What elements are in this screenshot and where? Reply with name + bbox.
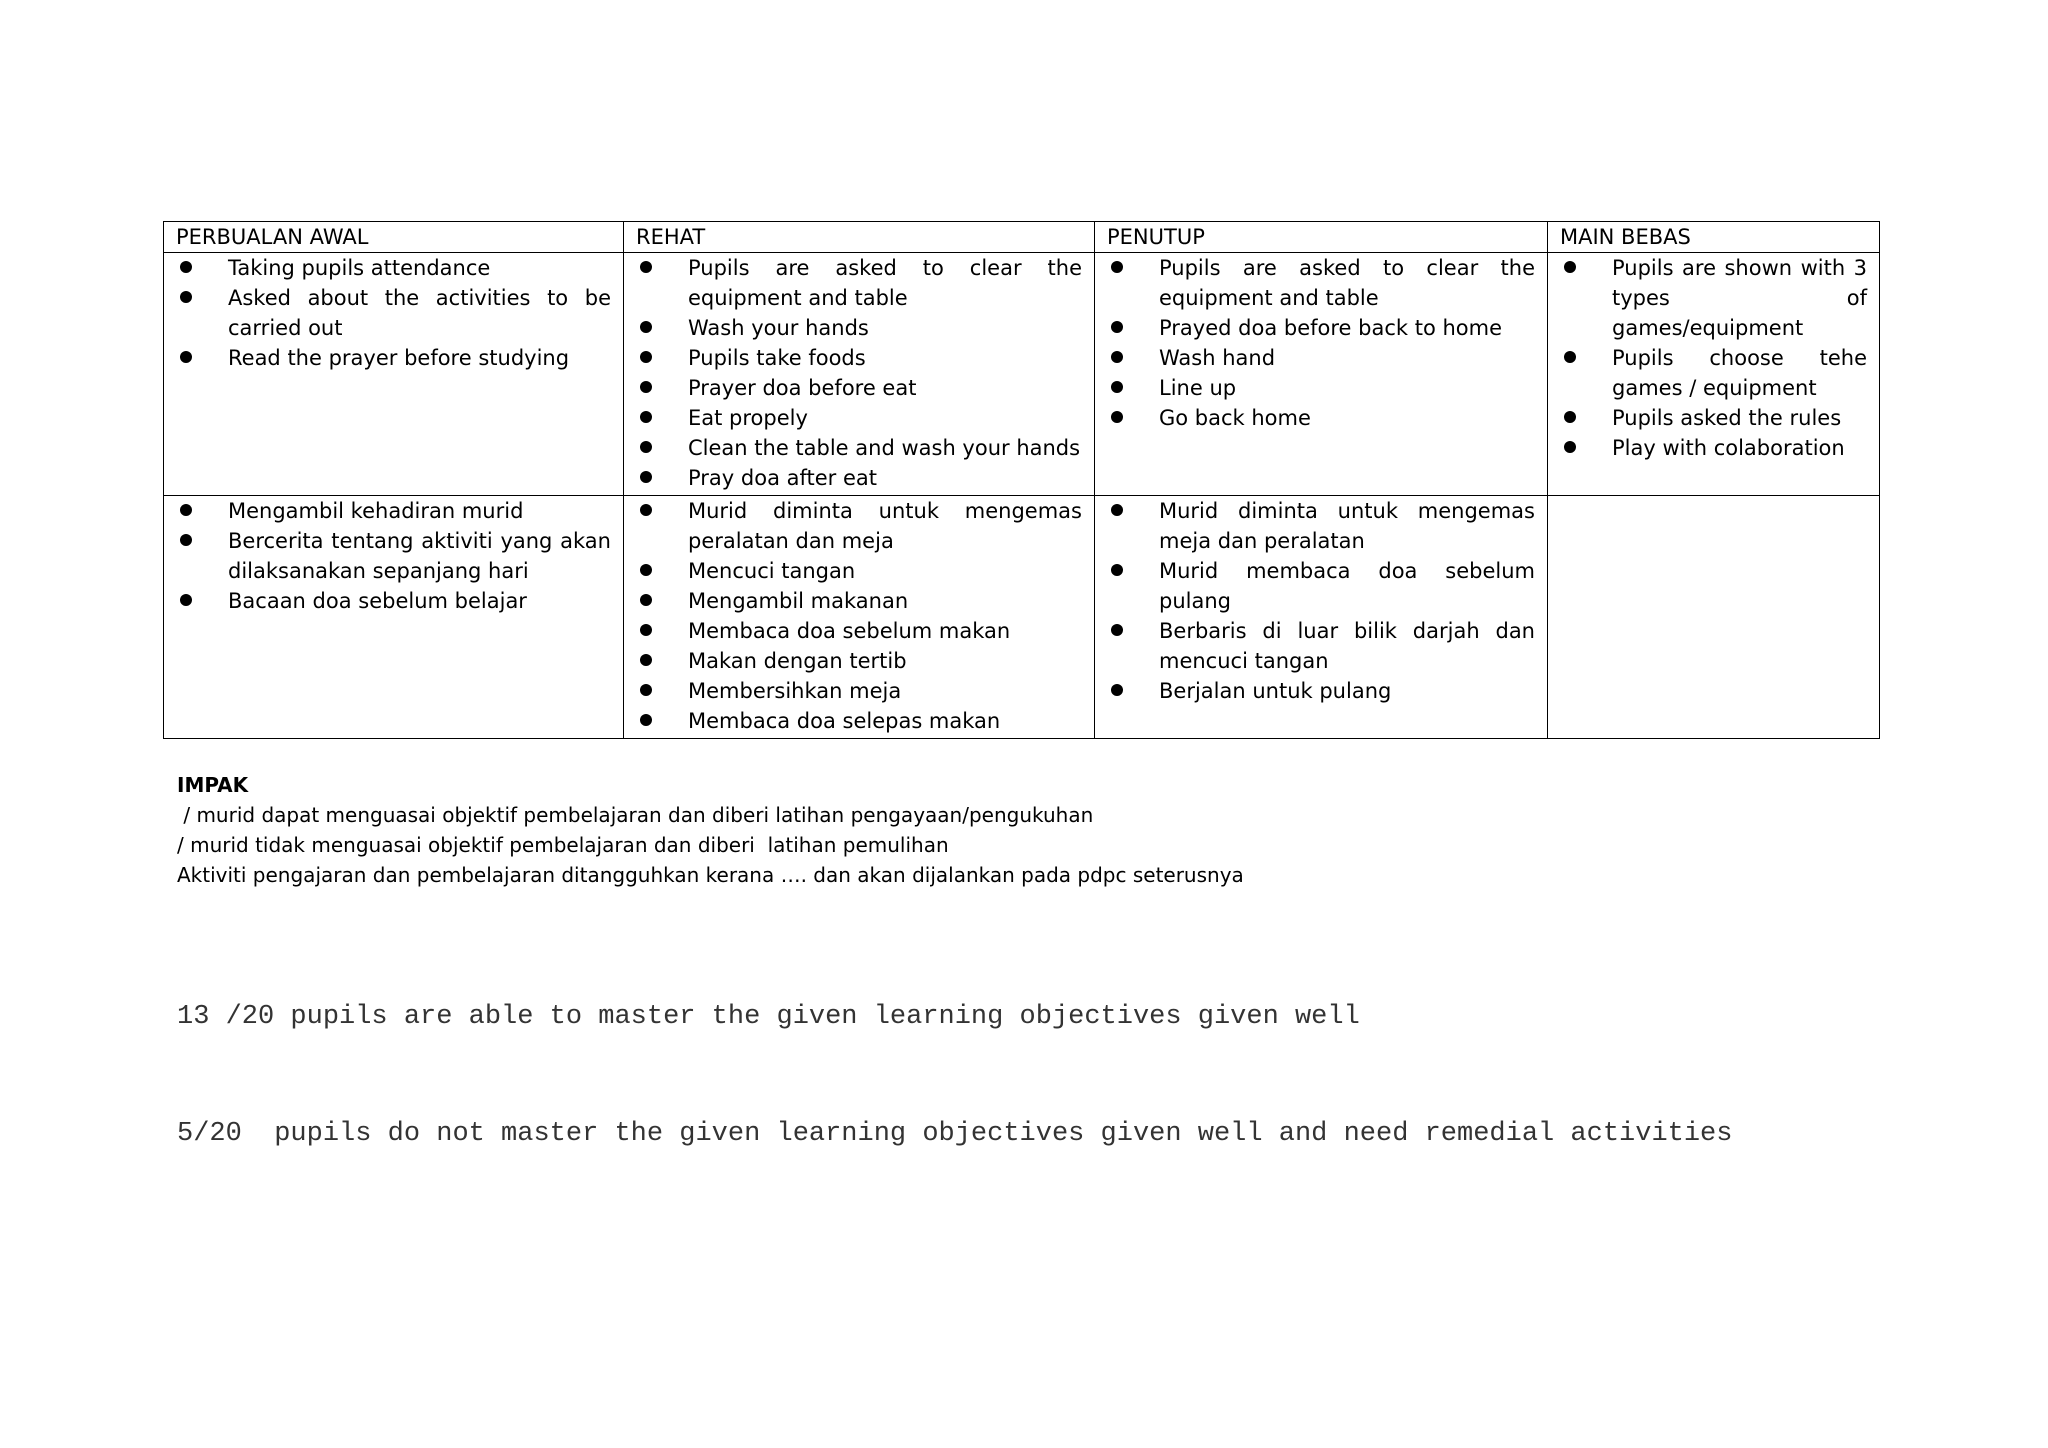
impact-heading: IMPAK (177, 773, 249, 797)
list-item: Read the prayer before studying (176, 343, 611, 373)
impact-section (177, 770, 1244, 890)
bullet-list (176, 253, 611, 373)
list-item: Line up (1107, 373, 1535, 403)
table-row-english (164, 253, 1880, 496)
list-item: Play with colaboration (1560, 433, 1867, 463)
list-item: Pupils are asked to clear the equipment and table (1107, 253, 1535, 313)
list-item: Mengambil makanan (636, 586, 1082, 616)
bullet-list (1107, 253, 1535, 433)
list-item: Asked about the activities to be carried out (176, 283, 611, 343)
list-item: Mencuci tangan (636, 556, 1082, 586)
header-perbualan-awal: PERBUALAN AWAL (164, 222, 624, 253)
impact-line-mastered: / murid dapat menguasai objektif pembelajaran dan diberi latihan pengayaan/pengukuhan (177, 803, 1094, 827)
bullet-list (1560, 253, 1867, 463)
bullet-list (636, 253, 1082, 493)
cell-ms-rehat (624, 496, 1095, 739)
list-item: Murid diminta untuk mengemas meja dan peralatan (1107, 496, 1535, 556)
list-item: Clean the table and wash your hands (636, 433, 1082, 463)
bullet-list (1107, 496, 1535, 706)
list-item: Membaca doa selepas makan (636, 706, 1082, 736)
results-section (177, 920, 1732, 1232)
list-item: Berbaris di luar bilik darjah dan mencuci tangan (1107, 616, 1535, 676)
bullet-list (176, 496, 611, 616)
list-item: Pray doa after eat (636, 463, 1082, 493)
list-item: Wash your hands (636, 313, 1082, 343)
bullet-list (636, 496, 1082, 736)
cell-ms-penutup (1095, 496, 1548, 739)
header-rehat: REHAT (624, 222, 1095, 253)
impact-line-postponed: Aktiviti pengajaran dan pembelajaran ditangguhkan kerana …. dan akan dijalankan pada pdpc seterusnya (177, 863, 1244, 887)
list-item: Bercerita tentang aktiviti yang akan dilaksanakan sepanjang hari (176, 526, 611, 586)
list-item: Berjalan untuk pulang (1107, 676, 1535, 706)
list-item: Bacaan doa sebelum belajar (176, 586, 611, 616)
result-line-mastered: 13 /20 pupils are able to master the given learning objectives given well (177, 1002, 1360, 1032)
cell-en-penutup (1095, 253, 1548, 496)
table-row-malay (164, 496, 1880, 739)
cell-en-perbualan-awal (164, 253, 624, 496)
list-item: Prayer doa before eat (636, 373, 1082, 403)
list-item: Go back home (1107, 403, 1535, 433)
impact-line-not-mastered: / murid tidak menguasai objektif pembelajaran dan diberi latihan pemulihan (177, 833, 949, 857)
cell-ms-main-bebas (1548, 496, 1880, 739)
cell-en-rehat (624, 253, 1095, 496)
list-item: Pupils are asked to clear the equipment and table (636, 253, 1082, 313)
list-item: Mengambil kehadiran murid (176, 496, 611, 526)
list-item: Murid membaca doa sebelum pulang (1107, 556, 1535, 616)
table-header-row (164, 222, 1880, 253)
list-item: Membaca doa sebelum makan (636, 616, 1082, 646)
cell-en-main-bebas (1548, 253, 1880, 496)
lesson-activity-table (163, 221, 1880, 739)
list-item: Prayed doa before back to home (1107, 313, 1535, 343)
header-main-bebas: MAIN BEBAS (1548, 222, 1880, 253)
list-item: Pupils choose tehe games / equipment (1560, 343, 1867, 403)
list-item: Pupils asked the rules (1560, 403, 1867, 433)
list-item: Pupils are shown with 3 types of games/equipment (1560, 253, 1867, 343)
list-item: Pupils take foods (636, 343, 1082, 373)
result-line-remedial: 5/20 pupils do not master the given learning objectives given well and need remedial activities (177, 1119, 1733, 1149)
list-item: Wash hand (1107, 343, 1535, 373)
list-item: Membersihkan meja (636, 676, 1082, 706)
list-item: Makan dengan tertib (636, 646, 1082, 676)
list-item: Eat propely (636, 403, 1082, 433)
list-item: Murid diminta untuk mengemas peralatan dan meja (636, 496, 1082, 556)
header-penutup: PENUTUP (1095, 222, 1548, 253)
list-item: Taking pupils attendance (176, 253, 611, 283)
cell-ms-perbualan-awal (164, 496, 624, 739)
